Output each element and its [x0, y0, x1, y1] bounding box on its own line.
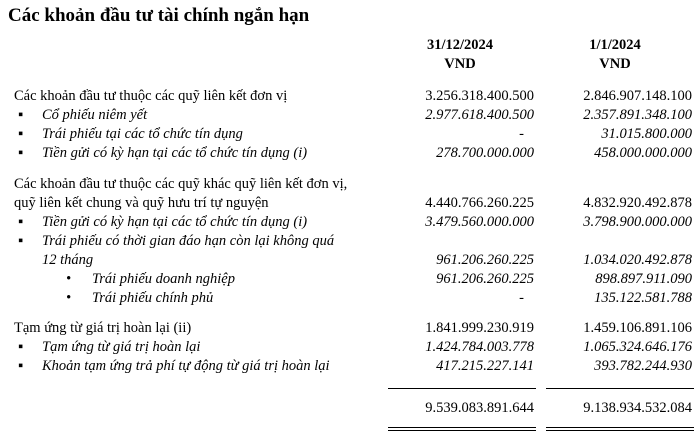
- row-label: Tiền gửi có kỳ hạn tại các tổ chức tín dụng (i): [42, 214, 308, 230]
- value-2024-start: 2.846.907.148.100: [583, 88, 692, 104]
- value-2024-start: 393.782.244.930: [594, 358, 692, 374]
- total-double-rule-1a: [388, 427, 536, 428]
- value-2024-start: 31.015.800.000: [601, 126, 692, 142]
- total-top-rule-1: [388, 388, 536, 389]
- value-2024: 3.479.560.000.000: [425, 214, 534, 230]
- row-label: Các khoản đầu tư thuộc các quỹ liên kết đơn vị: [14, 88, 288, 104]
- value-2024: 961.206.260.225: [436, 252, 534, 268]
- page-title: Các khoản đầu tư tài chính ngắn hạn: [8, 5, 310, 26]
- table-row: [0, 213, 700, 232]
- column-date: 31/12/2024: [426, 37, 494, 53]
- square-bullet-icon: ▪: [18, 126, 24, 142]
- square-bullet-icon: ▪: [18, 107, 24, 123]
- row-label: Trái phiếu tại các tổ chức tín dụng: [42, 126, 243, 142]
- row-label: Trái phiếu doanh nghiệp: [92, 271, 235, 287]
- value-2024-start: 135.122.581.788: [594, 290, 692, 306]
- row-label: Khoản tạm ứng trả phí tự động từ giá trị hoàn lại: [42, 358, 330, 374]
- row-label: Các khoản đầu tư thuộc các quỹ khác quỹ liên kết đơn vị,: [14, 176, 348, 192]
- value-2024: 2.977.618.400.500: [425, 107, 534, 123]
- round-bullet-icon: •: [66, 290, 72, 306]
- table-row: [0, 175, 700, 194]
- value-2024-start: 4.832.920.492.878: [583, 195, 692, 211]
- square-bullet-icon: ▪: [18, 233, 24, 249]
- table-row: [0, 194, 700, 213]
- total-2024: 9.539.083.891.644: [425, 400, 534, 416]
- value-2024-start: 1.065.324.646.176: [583, 339, 692, 355]
- value-2024: -: [519, 290, 524, 306]
- value-2024-start: 3.798.900.000.000: [583, 214, 692, 230]
- table-row: [0, 270, 700, 289]
- column-header-2024-start: [540, 36, 690, 74]
- value-2024: 417.215.227.141: [436, 358, 534, 374]
- value-2024: 278.700.000.000: [436, 145, 534, 161]
- row-label: Trái phiếu chính phủ: [92, 290, 214, 306]
- table-row: [0, 251, 700, 270]
- total-double-rule-2b: [546, 430, 694, 431]
- value-2024: 1.841.999.230.919: [425, 320, 534, 336]
- square-bullet-icon: ▪: [18, 358, 24, 374]
- row-label: Tạm ứng từ giá trị hoàn lại (ii): [14, 320, 192, 336]
- table-row: [0, 319, 700, 338]
- value-2024-start: 1.034.020.492.878: [583, 252, 692, 268]
- column-unit: VND: [444, 56, 476, 72]
- round-bullet-icon: •: [66, 271, 72, 287]
- total-double-rule-2a: [546, 427, 694, 428]
- value-2024-start: 898.897.911.090: [595, 271, 692, 287]
- total-2024-start: 9.138.934.532.084: [583, 400, 692, 416]
- value-2024: 1.424.784.003.778: [425, 339, 534, 355]
- table-row: [0, 125, 700, 144]
- row-label: Tiền gửi có kỳ hạn tại các tổ chức tín dụng (i): [42, 145, 308, 161]
- table-row: [0, 106, 700, 125]
- total-top-rule-2: [546, 388, 694, 389]
- table-row: [0, 87, 700, 106]
- square-bullet-icon: ▪: [18, 214, 24, 230]
- value-2024-start: 2.357.891.348.100: [583, 107, 692, 123]
- table-row: [0, 289, 700, 308]
- row-label: quỹ liên kết chung và quỹ hưu trí tự nguyện: [14, 195, 269, 211]
- total-row: [0, 399, 700, 418]
- total-double-rule-1b: [388, 430, 536, 431]
- square-bullet-icon: ▪: [18, 145, 24, 161]
- column-unit: VND: [599, 56, 631, 72]
- table-row: [0, 357, 700, 376]
- value-2024-start: 458.000.000.000: [594, 145, 692, 161]
- table-row: [0, 232, 700, 251]
- table-row: [0, 338, 700, 357]
- value-2024: 961.206.260.225: [436, 271, 534, 287]
- value-2024-start: 1.459.106.891.106: [583, 320, 692, 336]
- table-row: [0, 144, 700, 163]
- row-label: Trái phiếu có thời gian đáo hạn còn lại không quá: [42, 233, 335, 249]
- column-date: 1/1/2024: [589, 37, 641, 53]
- column-header-2024: [385, 36, 535, 74]
- row-label: 12 tháng: [42, 252, 94, 268]
- value-2024: 4.440.766.260.225: [425, 195, 534, 211]
- square-bullet-icon: ▪: [18, 339, 24, 355]
- value-2024: 3.256.318.400.500: [425, 88, 534, 104]
- row-label: Cổ phiếu niêm yết: [42, 107, 148, 123]
- row-label: Tạm ứng từ giá trị hoàn lại: [42, 339, 201, 355]
- value-2024: -: [519, 126, 524, 142]
